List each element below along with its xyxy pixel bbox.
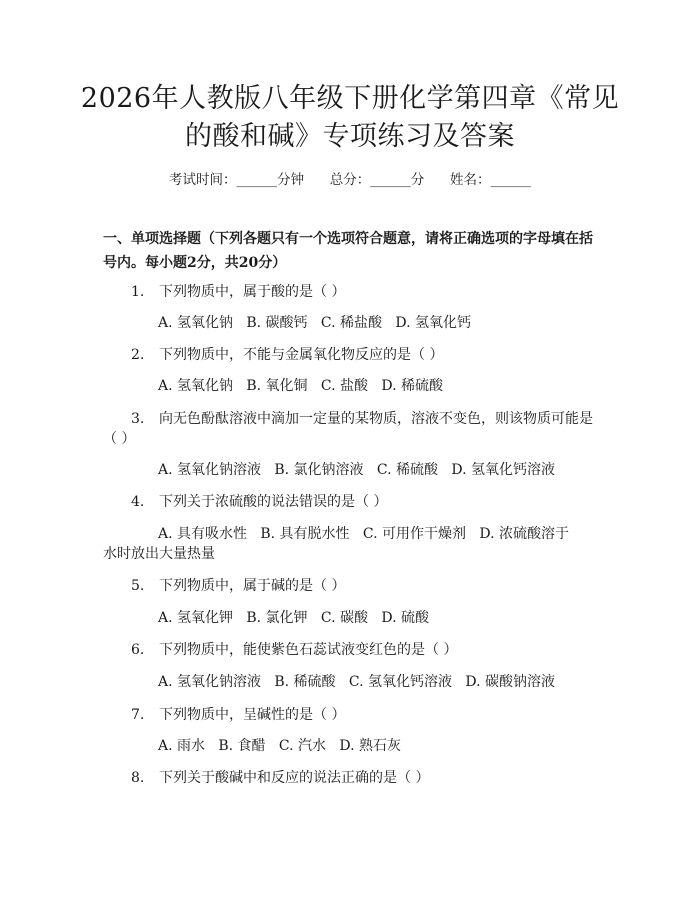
question-3-options: A. 氢氧化钠溶液 B. 氯化钠溶液 C. 稀硫酸 D. 氢氧化钙溶液 bbox=[158, 462, 555, 478]
title-line-1: 2026年人教版八年级下册化学第四章《常见 bbox=[80, 83, 620, 114]
section-heading bbox=[103, 227, 603, 275]
document-title bbox=[60, 80, 640, 156]
title-line-2: 的酸和碱》专项练习及答案 bbox=[185, 121, 515, 152]
question-6-options: A. 氢氧化钠溶液 B. 稀硫酸 C. 氢氧化钙溶液 D. 碳酸钠溶液 bbox=[158, 674, 555, 690]
question-number: 7. bbox=[131, 707, 145, 723]
question-8-stem bbox=[131, 768, 429, 788]
question-5-stem bbox=[131, 576, 345, 596]
question-number: 1. bbox=[131, 284, 145, 300]
question-number: 4. bbox=[131, 494, 145, 510]
section-heading-line-2: 号内。每小题2分，共20分） bbox=[103, 255, 287, 271]
question-text: 下列关于浓硫酸的说法错误的是（ ） bbox=[159, 494, 388, 510]
question-number: 3. bbox=[131, 411, 145, 427]
question-text: 下列物质中，能使紫色石蕊试液变红色的是（ ） bbox=[159, 642, 458, 658]
question-text: 下列物质中，属于碱的是（ ） bbox=[159, 578, 346, 594]
question-5-options: A. 氢氧化钾 B. 氯化钾 C. 碳酸 D. 硫酸 bbox=[158, 610, 429, 626]
question-6-stem bbox=[131, 640, 457, 660]
question-7-stem bbox=[131, 705, 345, 725]
question-3-stem bbox=[131, 409, 593, 429]
question-text: 下列关于酸碱中和反应的说法正确的是（ ） bbox=[159, 770, 430, 786]
question-text: 下列物质中，属于酸的是（ ） bbox=[159, 284, 346, 300]
question-text: 下列物质中，呈碱性的是（ ） bbox=[159, 707, 346, 723]
section-heading-line-1: 一、单项选择题（下列各题只有一个选项符合题意，请将正确选项的字母填在括 bbox=[103, 231, 593, 247]
question-3-stem-continued: （ ） bbox=[103, 431, 136, 447]
question-number: 2. bbox=[131, 347, 145, 363]
question-1-stem bbox=[131, 282, 345, 302]
question-1-options: A. 氢氧化钠 B. 碳酸钙 C. 稀盐酸 D. 氢氧化钙 bbox=[158, 315, 471, 331]
question-text: 下列物质中，不能与金属氧化物反应的是（ ） bbox=[159, 347, 444, 363]
question-4-options-continued: 水时放出大量热量 bbox=[103, 546, 215, 562]
question-number: 6. bbox=[131, 642, 145, 658]
question-7-options: A. 雨水 B. 食醋 C. 汽水 D. 熟石灰 bbox=[158, 738, 401, 754]
question-number: 8. bbox=[131, 770, 145, 786]
question-text: 向无色酚酞溶液中滴加一定量的某物质，溶液不变色，则该物质可能是 bbox=[159, 411, 593, 427]
question-2-stem bbox=[131, 345, 443, 365]
question-4-options: A. 具有吸水性 B. 具有脱水性 C. 可用作干燥剂 D. 浓硫酸溶于 bbox=[158, 526, 569, 542]
question-number: 5. bbox=[131, 578, 145, 594]
question-4-stem bbox=[131, 492, 387, 512]
question-2-options: A. 氢氧化钠 B. 氧化铜 C. 盐酸 D. 稀硫酸 bbox=[158, 378, 443, 394]
exam-info: 考试时间：______分钟 总分：______分 姓名：______ bbox=[169, 172, 531, 188]
